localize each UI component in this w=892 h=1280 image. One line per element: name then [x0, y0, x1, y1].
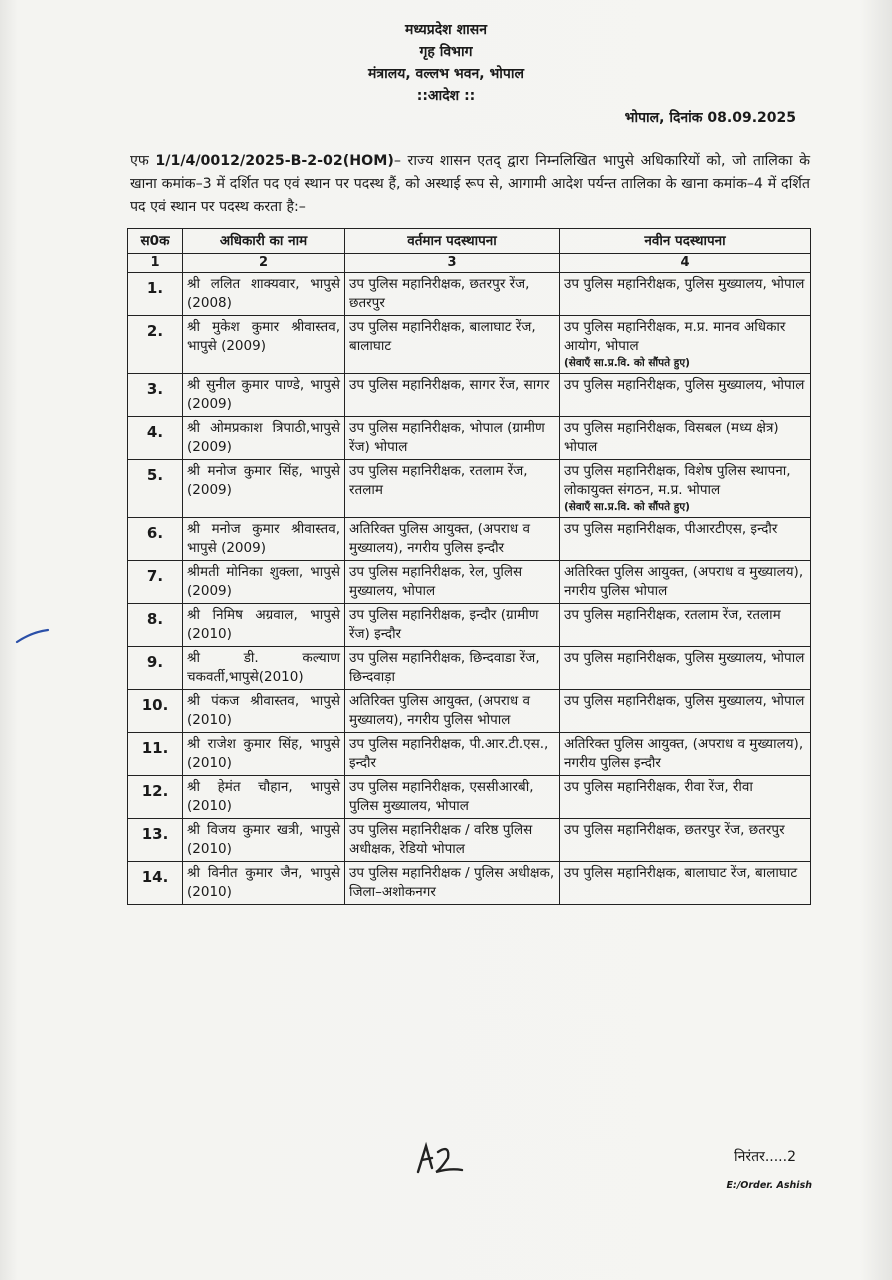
- new-posting-cell-text: अतिरिक्त पुलिस आयुक्त, (अपराध व मुख्यालय), नगरीय पुलिस भोपाल: [564, 564, 804, 599]
- table-row: [128, 273, 811, 316]
- new-posting-cell: [560, 862, 811, 905]
- serial-number-cell: [128, 417, 183, 460]
- new-posting-cell: [560, 776, 811, 819]
- office-address: मंत्रालय, वल्लभ भवन, भोपाल: [368, 66, 524, 82]
- new-posting-cell: [560, 460, 811, 518]
- current-posting-cell-text: उप पुलिस महानिरीक्षक, रतलाम रेंज, रतलाम: [349, 463, 528, 498]
- file-reference: 1/1/4/0012/2025-B-2-02(HOM): [155, 153, 394, 169]
- officer-name-cell-text: श्री निमिष अग्रवाल, भापुसे (2010): [187, 607, 340, 642]
- serial-number-cell-text: 2.: [146, 322, 164, 340]
- new-posting-cell: [560, 417, 811, 460]
- continued-note: निरंतर.....2: [734, 1149, 796, 1165]
- serial-number-cell: [128, 460, 183, 518]
- new-posting-cell-text: उप पुलिस महानिरीक्षक, बालाघाट रेंज, बालाघाट: [564, 865, 798, 881]
- serial-number-cell-text: 10.: [141, 696, 169, 714]
- new-posting-cell-text: उप पुलिस महानिरीक्षक, पुलिस मुख्यालय, भोपाल: [564, 650, 805, 666]
- intro-prefix: एफ: [130, 153, 149, 169]
- new-posting-cell-text: उप पुलिस महानिरीक्षक, विसबल (मध्य क्षेत्र) भोपाल: [564, 420, 779, 455]
- column-number: 1: [128, 254, 183, 273]
- pen-mark: [14, 622, 54, 652]
- order-date: भोपाल, दिनांक 08.09.2025: [624, 110, 796, 126]
- officer-name-cell-text: श्री ओमप्रकाश त्रिपाठी,भापुसे (2009): [187, 420, 340, 455]
- officer-name-cell: [183, 460, 345, 518]
- serial-number-cell-text: 12.: [141, 782, 169, 800]
- header-new-posting: नवीन पदस्थापना: [560, 229, 811, 254]
- current-posting-cell-text: उप पुलिस महानिरीक्षक, भोपाल (ग्रामीण रेंज) भोपाल: [349, 420, 545, 455]
- column-number-row: [128, 254, 811, 273]
- new-posting-cell: [560, 561, 811, 604]
- table-row: [128, 862, 811, 905]
- new-posting-cell: [560, 647, 811, 690]
- new-posting-cell: [560, 690, 811, 733]
- officer-name-cell-text: श्री विजय कुमार खत्री, भापुसे (2010): [187, 822, 340, 857]
- officer-name-cell-text: श्री विनीत कुमार जैन, भापुसे (2010): [187, 865, 340, 900]
- table-row: [128, 733, 811, 776]
- current-posting-cell: [345, 374, 560, 417]
- table-row: [128, 518, 811, 561]
- table-row: [128, 819, 811, 862]
- new-posting-cell-text: अतिरिक्त पुलिस आयुक्त, (अपराध व मुख्यालय), नगरीय पुलिस इन्दौर: [564, 736, 804, 771]
- officer-name-cell-text: श्री डी. कल्याण चकवर्ती,भापुसे(2010): [187, 650, 340, 685]
- table-row: [128, 460, 811, 518]
- table-row: [128, 374, 811, 417]
- officer-name-cell-text: श्री सुनील कुमार पाण्डे, भापुसे (2009): [187, 377, 340, 412]
- current-posting-cell: [345, 460, 560, 518]
- signature-initials: [410, 1140, 470, 1180]
- serial-number-cell-text: 11.: [141, 739, 169, 757]
- table-row: [128, 647, 811, 690]
- order-intro: [130, 150, 810, 219]
- header-serial: स0क: [128, 229, 183, 254]
- new-posting-cell: [560, 604, 811, 647]
- current-posting-cell-text: उप पुलिस महानिरीक्षक, इन्दौर (ग्रामीण रेंज) इन्दौर: [349, 607, 539, 642]
- serial-number-cell: [128, 819, 183, 862]
- officer-name-cell-text: श्री राजेश कुमार सिंह, भापुसे (2010): [187, 736, 340, 771]
- serial-number-cell: [128, 776, 183, 819]
- current-posting-cell: [345, 733, 560, 776]
- officer-name-cell: [183, 316, 345, 374]
- header-officer-name: अधिकारी का नाम: [183, 229, 345, 254]
- officer-name-cell: [183, 417, 345, 460]
- serial-number-cell: [128, 647, 183, 690]
- column-number: 3: [345, 254, 560, 273]
- current-posting-cell: [345, 776, 560, 819]
- serial-number-cell-text: 6.: [146, 524, 164, 542]
- officer-name-cell: [183, 374, 345, 417]
- serial-number-cell: [128, 690, 183, 733]
- current-posting-cell-text: उप पुलिस महानिरीक्षक / पुलिस अधीक्षक, जिला–अशोकनगर: [349, 865, 555, 900]
- officer-name-cell: [183, 776, 345, 819]
- current-posting-cell-text: उप पुलिस महानिरीक्षक, एससीआरबी, पुलिस मुख्यालय, भोपाल: [349, 779, 534, 814]
- current-posting-cell: [345, 647, 560, 690]
- serial-number-cell-text: 9.: [146, 653, 164, 671]
- current-posting-cell: [345, 690, 560, 733]
- header-current-posting: वर्तमान पदस्थापना: [345, 229, 560, 254]
- table-header-row: [128, 229, 811, 254]
- new-posting-cell-text: उप पुलिस महानिरीक्षक, रतलाम रेंज, रतलाम: [564, 607, 781, 623]
- current-posting-cell-text: उप पुलिस महानिरीक्षक, पी.आर.टी.एस., इन्दौर: [349, 736, 549, 771]
- serial-number-cell-text: 3.: [146, 380, 164, 398]
- officer-name-cell-text: श्री पंकज श्रीवास्तव, भापुसे (2010): [187, 693, 340, 728]
- officer-name-cell: [183, 561, 345, 604]
- new-posting-cell: [560, 374, 811, 417]
- current-posting-cell-text: अतिरिक्त पुलिस आयुक्त, (अपराध व मुख्यालय), नगरीय पुलिस भोपाल: [349, 693, 530, 728]
- officer-name-cell: [183, 862, 345, 905]
- current-posting-cell-text: उप पुलिस महानिरीक्षक, सागर रेंज, सागर: [349, 377, 550, 393]
- serial-number-cell-text: 1.: [146, 279, 164, 297]
- service-note: (सेवाएँ सा.प्र.वि. को सौंपते हुए): [564, 501, 690, 513]
- current-posting-cell-text: उप पुलिस महानिरीक्षक, छिन्दवाडा रेंज, छिन्दवाड़ा: [349, 650, 540, 685]
- current-posting-cell: [345, 604, 560, 647]
- serial-number-cell: [128, 316, 183, 374]
- current-posting-cell: [345, 273, 560, 316]
- serial-number-cell-text: 13.: [141, 825, 169, 843]
- serial-number-cell: [128, 733, 183, 776]
- officer-name-cell-text: श्रीमती मोनिका शुक्ला, भापुसे (2009): [187, 564, 340, 599]
- current-posting-cell-text: अतिरिक्त पुलिस आयुक्त, (अपराध व मुख्यालय), नगरीय पुलिस इन्दौर: [349, 521, 530, 556]
- current-posting-cell: [345, 417, 560, 460]
- new-posting-cell-text: उप पुलिस महानिरीक्षक, पुलिस मुख्यालय, भोपाल: [564, 377, 805, 393]
- new-posting-cell: [560, 316, 811, 374]
- officer-name-cell: [183, 518, 345, 561]
- new-posting-cell: [560, 819, 811, 862]
- table-row: [128, 776, 811, 819]
- new-posting-cell-text: उप पुलिस महानिरीक्षक, छतरपुर रेंज, छतरपुर: [564, 822, 785, 838]
- new-posting-cell-text: उप पुलिस महानिरीक्षक, म.प्र. मानव अधिकार आयोग, भोपाल: [564, 319, 786, 354]
- serial-number-cell: [128, 374, 183, 417]
- serial-number-cell: [128, 273, 183, 316]
- officer-name-cell: [183, 604, 345, 647]
- intro-text: – राज्य शासन एतद् द्वारा निम्नलिखित भापुसे अधिकारियों को, जो तालिका के खाना कमांक–3 में दर्शित पद एवं स्थान पर पदस्थ हैं, को अस्थाई रूप से, आगामी आदेश पर्यन्त तालिका के खाना कमांक–4 में दर्शित पद एवं स्थान पर पदस्थ करता है:–: [130, 153, 810, 215]
- current-posting-cell-text: उप पुलिस महानिरीक्षक / वरिष्ठ पुलिस अधीक्षक, रेडियो भोपाल: [349, 822, 533, 857]
- order-by-note: E:/Order. Ashish: [726, 1180, 812, 1191]
- serial-number-cell-text: 14.: [141, 868, 169, 886]
- serial-number-cell: [128, 561, 183, 604]
- serial-number-cell: [128, 518, 183, 561]
- new-posting-cell-text: उप पुलिस महानिरीक्षक, पुलिस मुख्यालय, भोपाल: [564, 693, 805, 709]
- current-posting-cell: [345, 862, 560, 905]
- table-row: [128, 561, 811, 604]
- new-posting-cell-text: उप पुलिस महानिरीक्षक, पुलिस मुख्यालय, भोपाल: [564, 276, 805, 292]
- officer-name-cell: [183, 733, 345, 776]
- serial-number-cell-text: 8.: [146, 610, 164, 628]
- new-posting-cell: [560, 518, 811, 561]
- serial-number-cell-text: 5.: [146, 466, 164, 484]
- column-number: 2: [183, 254, 345, 273]
- officer-name-cell-text: श्री हेमंत चौहान, भापुसे (2010): [187, 779, 340, 814]
- new-posting-cell-text: उप पुलिस महानिरीक्षक, रीवा रेंज, रीवा: [564, 779, 753, 795]
- serial-number-cell-text: 4.: [146, 423, 164, 441]
- new-posting-cell-text: उप पुलिस महानिरीक्षक, पीआरटीएस, इन्दौर: [564, 521, 778, 537]
- officer-name-cell-text: श्री मनोज कुमार सिंह, भापुसे (2009): [187, 463, 340, 498]
- officer-name-cell: [183, 819, 345, 862]
- column-number: 4: [560, 254, 811, 273]
- officer-name-cell: [183, 647, 345, 690]
- officer-name-cell-text: श्री ललित शाक्यवार, भापुसे (2008): [187, 276, 340, 311]
- current-posting-cell: [345, 561, 560, 604]
- govt-heading: मध्यप्रदेश शासन: [405, 22, 487, 38]
- table-row: [128, 417, 811, 460]
- department-heading: गृह विभाग: [419, 44, 473, 60]
- transfer-table: [127, 228, 811, 905]
- officer-name-cell: [183, 690, 345, 733]
- officer-name-cell-text: श्री मुकेश कुमार श्रीवास्तव, भापुसे (2009): [187, 319, 340, 354]
- serial-number-cell: [128, 604, 183, 647]
- serial-number-cell: [128, 862, 183, 905]
- new-posting-cell: [560, 733, 811, 776]
- current-posting-cell: [345, 819, 560, 862]
- serial-number-cell-text: 7.: [146, 567, 164, 585]
- service-note: (सेवाएँ सा.प्र.वि. को सौंपते हुए): [564, 357, 690, 369]
- order-title: ::आदेश ::: [416, 88, 476, 104]
- officer-name-cell-text: श्री मनोज कुमार श्रीवास्तव, भापुसे (2009): [187, 521, 340, 556]
- table-row: [128, 604, 811, 647]
- table-row: [128, 316, 811, 374]
- table-row: [128, 690, 811, 733]
- current-posting-cell-text: उप पुलिस महानिरीक्षक, छतरपुर रेंज, छतरपुर: [349, 276, 530, 311]
- current-posting-cell: [345, 518, 560, 561]
- current-posting-cell-text: उप पुलिस महानिरीक्षक, रेल, पुलिस मुख्यालय, भोपाल: [349, 564, 523, 599]
- officer-name-cell: [183, 273, 345, 316]
- current-posting-cell: [345, 316, 560, 374]
- new-posting-cell-text: उप पुलिस महानिरीक्षक, विशेष पुलिस स्थापना, लोकायुक्त संगठन, म.प्र. भोपाल: [564, 463, 791, 498]
- new-posting-cell: [560, 273, 811, 316]
- current-posting-cell-text: उप पुलिस महानिरीक्षक, बालाघाट रेंज, बालाघाट: [349, 319, 536, 354]
